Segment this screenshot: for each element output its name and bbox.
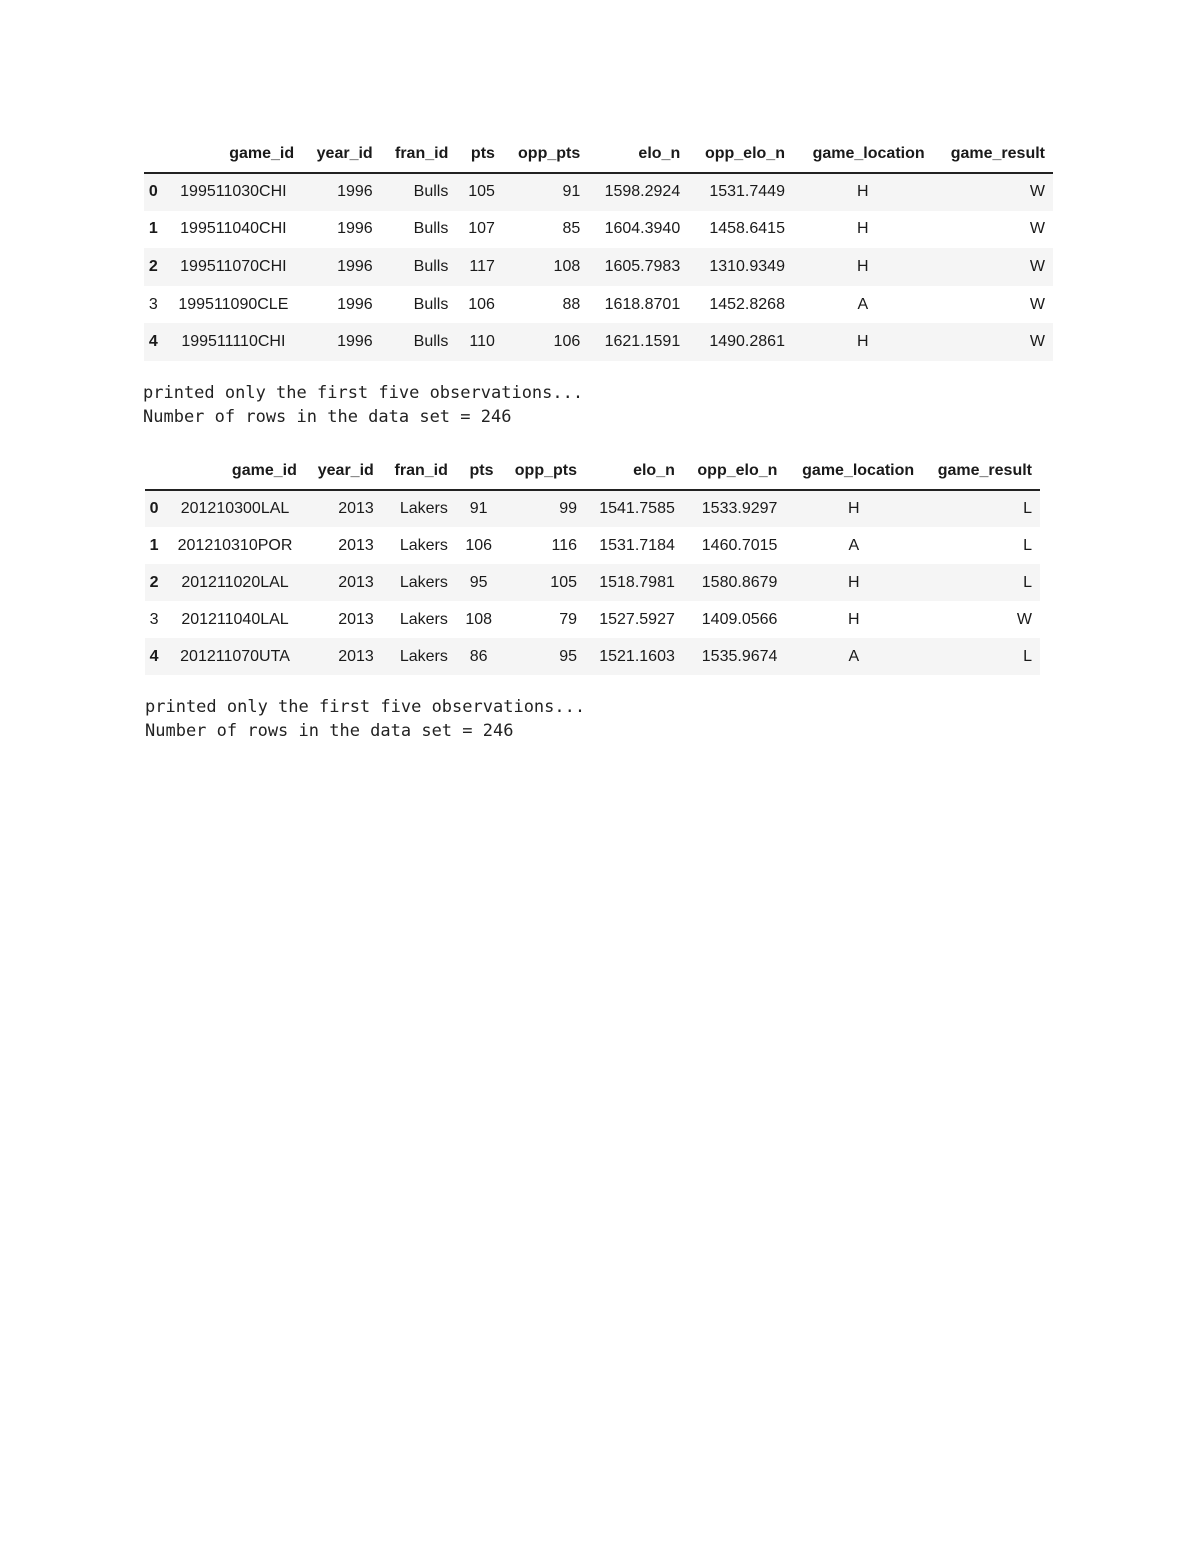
table-row <box>145 564 1040 601</box>
opp-elo-n-cell: 1490.2861 <box>709 333 785 351</box>
pts-cell: 117 <box>469 257 495 275</box>
elo-n-cell: 1605.7983 <box>604 257 681 275</box>
opp-elo-n-cell: 1535.9674 <box>701 647 778 665</box>
elo-n-cell: 1604.3940 <box>604 220 681 238</box>
elo-n-cell: 1598.2924 <box>604 183 681 201</box>
game-location-cell: H <box>857 183 869 201</box>
game-id-cell: 201210310POR <box>177 536 293 554</box>
elo-n-cell: 1541.7585 <box>599 500 675 517</box>
year-id-cell: 1996 <box>337 183 373 201</box>
pts-cell: 106 <box>468 295 495 313</box>
fran-id-cell: Lakers <box>399 573 448 591</box>
elo-n-cell: 1621.1591 <box>604 333 681 351</box>
column-header-opp-pts: opp_pts <box>501 453 585 490</box>
game-location-cell: H <box>848 610 860 628</box>
pts-cell: 110 <box>469 333 495 351</box>
table-row <box>145 638 1040 675</box>
game-id-cell: 201211070UTA <box>180 647 290 665</box>
year-id-cell: 1996 <box>337 295 373 313</box>
elo-n-cell: 1527.5927 <box>599 610 675 628</box>
game-location-cell: H <box>857 220 869 238</box>
output-row-count-line: Number of rows in the data set = 246 <box>143 407 512 427</box>
year-id-cell: 2013 <box>338 500 374 517</box>
opp-pts-cell: 79 <box>559 610 577 628</box>
column-header-fran-id: fran_id <box>382 453 456 490</box>
game-result-cell: L <box>1023 573 1032 591</box>
table-header-row <box>144 136 1053 173</box>
index-header <box>145 453 165 490</box>
game-id-cell: 199511030CHI <box>180 183 287 201</box>
index-header <box>144 136 165 173</box>
opp-elo-n-cell: 1531.7449 <box>709 183 785 201</box>
opp-pts-cell: 85 <box>562 220 581 238</box>
column-header-opp-elo-n: opp_elo_n <box>683 453 786 490</box>
fran-id-cell: Bulls <box>413 295 449 313</box>
column-header-game-result: game_result <box>933 136 1053 173</box>
column-header-opp-pts: opp_pts <box>503 136 588 173</box>
bulls-dataframe-table <box>144 136 1053 361</box>
year-id-cell: 2013 <box>338 573 374 591</box>
pts-cell: 86 <box>469 647 488 665</box>
game-result-cell: W <box>1029 220 1045 238</box>
fran-id-cell: Bulls <box>413 183 449 201</box>
table-header-row <box>145 453 1040 490</box>
fran-id-cell: Bulls <box>413 333 449 351</box>
year-id-cell: 1996 <box>337 220 373 238</box>
pts-cell: 108 <box>465 610 493 628</box>
output-note-line: printed only the first five observations... <box>145 697 586 717</box>
table-row <box>145 601 1040 638</box>
year-id-cell: 2013 <box>338 610 374 628</box>
opp-elo-n-cell: 1310.9349 <box>709 257 785 275</box>
game-location-cell: H <box>848 500 860 517</box>
column-header-pts: pts <box>456 136 503 173</box>
fran-id-cell: Lakers <box>399 647 448 665</box>
game-result-cell: L <box>1023 500 1032 517</box>
opp-pts-cell: 108 <box>553 257 581 275</box>
lakers-output-text <box>145 695 585 743</box>
game-location-cell: H <box>848 573 860 591</box>
game-id-cell: 199511070CHI <box>180 257 287 275</box>
game-location-cell: A <box>857 295 869 313</box>
column-header-pts: pts <box>456 453 502 490</box>
row-index: 1 <box>149 536 159 554</box>
pts-cell: 107 <box>468 220 495 238</box>
table-row <box>144 323 1053 361</box>
game-id-cell: 201210300LAL <box>180 500 290 517</box>
elo-n-cell: 1518.7981 <box>599 573 675 591</box>
table-row <box>145 527 1040 564</box>
table-row <box>144 173 1053 211</box>
game-id-cell: 199511090CLE <box>178 295 289 313</box>
game-id-cell: 201211040LAL <box>181 610 289 628</box>
game-id-cell: 199511110CHI <box>181 333 286 351</box>
pts-cell: 106 <box>465 536 493 554</box>
fran-id-cell: Lakers <box>399 500 448 517</box>
row-index: 4 <box>148 333 158 351</box>
game-result-cell: W <box>1029 257 1045 275</box>
opp-pts-cell: 95 <box>559 647 577 665</box>
fran-id-cell: Lakers <box>399 610 448 628</box>
column-header-elo-n: elo_n <box>585 453 683 490</box>
game-id-cell: 201211020LAL <box>181 573 289 591</box>
opp-elo-n-cell: 1452.8268 <box>709 295 785 313</box>
row-index: 0 <box>148 183 158 201</box>
elo-n-cell: 1618.8701 <box>604 295 681 313</box>
opp-pts-cell: 99 <box>559 500 577 517</box>
opp-elo-n-cell: 1458.6415 <box>709 220 785 238</box>
column-header-elo-n: elo_n <box>588 136 688 173</box>
row-index: 3 <box>148 295 158 313</box>
game-location-cell: H <box>857 333 869 351</box>
opp-elo-n-cell: 1409.0566 <box>701 610 778 628</box>
elo-n-cell: 1531.7184 <box>599 536 675 554</box>
output-note-line: printed only the first five observations... <box>143 383 584 403</box>
fran-id-cell: Lakers <box>399 536 448 554</box>
table-row <box>144 286 1053 324</box>
pts-cell: 95 <box>469 573 488 591</box>
row-index: 3 <box>149 610 159 628</box>
table-row <box>144 248 1053 286</box>
game-result-cell: L <box>1023 536 1032 554</box>
fran-id-cell: Bulls <box>413 257 449 275</box>
opp-elo-n-cell: 1533.9297 <box>701 500 778 517</box>
year-id-cell: 2013 <box>338 647 374 665</box>
column-header-opp-elo-n: opp_elo_n <box>688 136 793 173</box>
game-result-cell: W <box>1029 333 1045 351</box>
output-row-count-line: Number of rows in the data set = 246 <box>145 721 514 741</box>
table-row <box>144 211 1053 249</box>
game-id-cell: 199511040CHI <box>180 220 287 238</box>
column-header-game-id: game_id <box>165 136 302 173</box>
lakers-dataframe-table <box>145 453 1040 675</box>
row-index: 0 <box>149 500 159 517</box>
game-location-cell: A <box>848 536 860 554</box>
year-id-cell: 1996 <box>337 257 373 275</box>
game-result-cell: W <box>1016 610 1032 628</box>
opp-pts-cell: 88 <box>562 295 581 313</box>
column-header-game-location: game_location <box>793 136 933 173</box>
row-index: 2 <box>148 257 158 275</box>
elo-n-cell: 1521.1603 <box>599 647 675 665</box>
game-result-cell: W <box>1029 183 1045 201</box>
year-id-cell: 1996 <box>337 333 373 351</box>
table-row <box>145 490 1040 527</box>
game-result-cell: W <box>1029 295 1045 313</box>
bulls-output-text <box>143 381 583 429</box>
opp-pts-cell: 106 <box>553 333 581 351</box>
game-result-cell: L <box>1023 647 1032 665</box>
column-header-fran-id: fran_id <box>381 136 457 173</box>
opp-elo-n-cell: 1580.8679 <box>701 573 778 591</box>
game-location-cell: H <box>857 257 869 275</box>
row-index: 4 <box>149 647 159 665</box>
opp-pts-cell: 116 <box>551 536 577 554</box>
fran-id-cell: Bulls <box>413 220 449 238</box>
opp-elo-n-cell: 1460.7015 <box>701 536 778 554</box>
column-header-game-result: game_result <box>922 453 1040 490</box>
pts-cell: 91 <box>469 500 488 517</box>
row-index: 2 <box>149 573 159 591</box>
year-id-cell: 2013 <box>338 536 374 554</box>
column-header-game-location: game_location <box>785 453 922 490</box>
opp-pts-cell: 105 <box>550 573 577 591</box>
row-index: 1 <box>148 220 158 238</box>
column-header-year-id: year_id <box>302 136 381 173</box>
pts-cell: 105 <box>468 183 495 201</box>
column-header-game-id: game_id <box>165 453 305 490</box>
game-location-cell: A <box>848 647 860 665</box>
opp-pts-cell: 91 <box>562 183 581 201</box>
column-header-year-id: year_id <box>305 453 382 490</box>
